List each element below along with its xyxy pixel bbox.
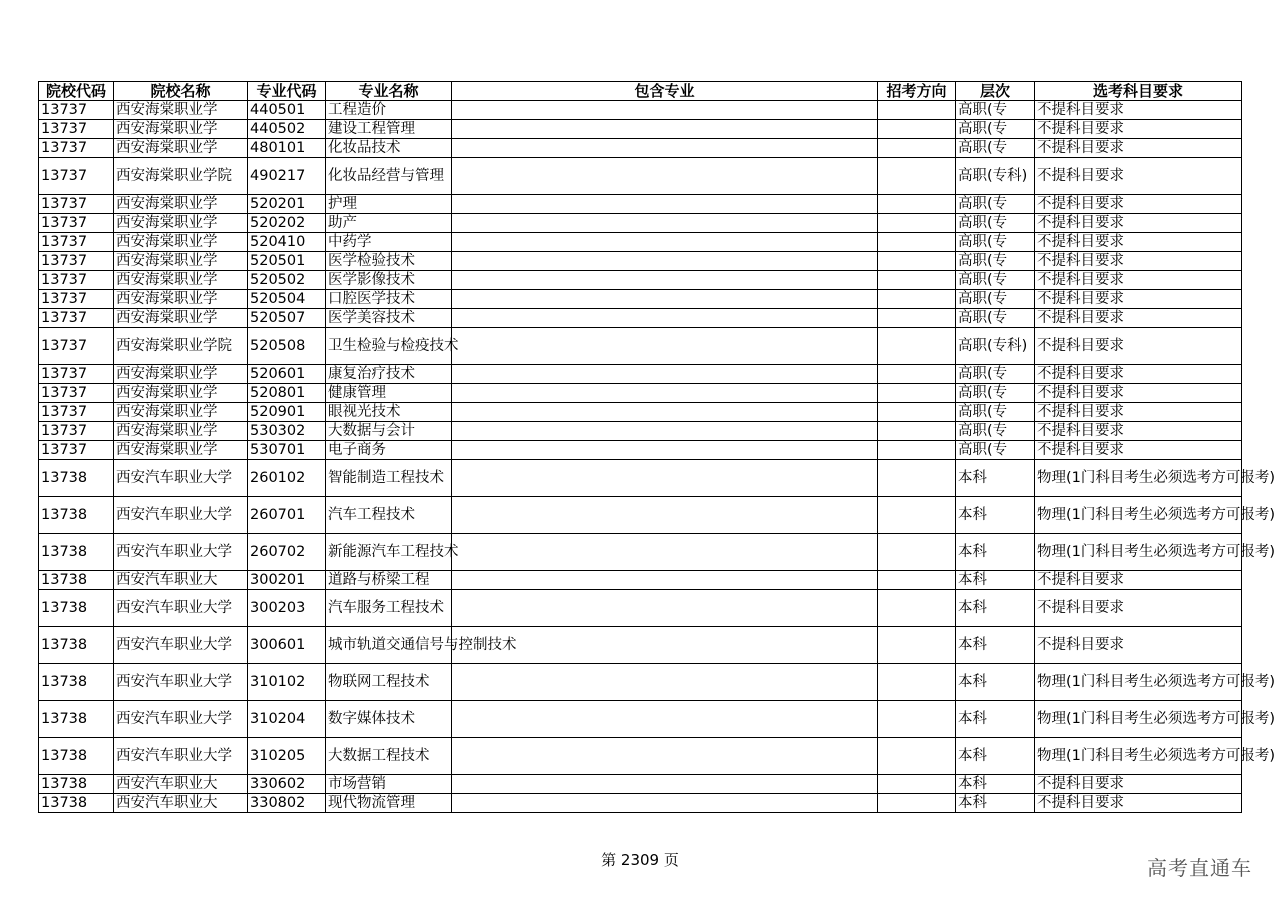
table-row [39, 139, 1242, 158]
cell-school-name: 西安海棠职业学 [114, 384, 248, 403]
cell-included-majors [452, 701, 878, 738]
cell-major-name: 护理 [326, 195, 452, 214]
cell-direction [878, 271, 956, 290]
header-included-majors: 包含专业 [452, 82, 878, 101]
cell-direction [878, 627, 956, 664]
cell-major-code: 520504 [248, 290, 326, 309]
cell-direction [878, 534, 956, 571]
cell-major-name: 建设工程管理 [326, 120, 452, 139]
cell-major-code: 310204 [248, 701, 326, 738]
cell-school-code: 13738 [39, 794, 114, 813]
cell-included-majors [452, 233, 878, 252]
cell-school-name: 西安海棠职业学 [114, 252, 248, 271]
header-subject-requirement: 选考科目要求 [1035, 82, 1242, 101]
cell-direction [878, 590, 956, 627]
cell-direction [878, 701, 956, 738]
cell-subject-requirement: 物理(1门科目考生必须选考方可报考) [1035, 534, 1242, 571]
cell-major-code: 520201 [248, 195, 326, 214]
cell-school-code: 13737 [39, 139, 114, 158]
cell-level: 高职(专 [956, 309, 1035, 328]
cell-school-name: 西安海棠职业学院 [114, 328, 248, 365]
cell-major-name: 眼视光技术 [326, 403, 452, 422]
cell-major-name: 现代物流管理 [326, 794, 452, 813]
cell-major-name: 工程造价 [326, 101, 452, 120]
cell-major-name: 化妆品经营与管理 [326, 158, 452, 195]
cell-school-name: 西安海棠职业学 [114, 214, 248, 233]
cell-major-code: 300601 [248, 627, 326, 664]
cell-school-code: 13737 [39, 441, 114, 460]
cell-subject-requirement: 不提科目要求 [1035, 422, 1242, 441]
cell-major-code: 520410 [248, 233, 326, 252]
cell-included-majors [452, 101, 878, 120]
table-row [39, 422, 1242, 441]
cell-major-code: 310102 [248, 664, 326, 701]
cell-direction [878, 460, 956, 497]
cell-direction [878, 775, 956, 794]
cell-school-name: 西安海棠职业学院 [114, 158, 248, 195]
cell-major-code: 520502 [248, 271, 326, 290]
cell-school-code: 13737 [39, 403, 114, 422]
cell-school-code: 13737 [39, 271, 114, 290]
cell-direction [878, 664, 956, 701]
cell-subject-requirement: 不提科目要求 [1035, 309, 1242, 328]
cell-major-code: 520901 [248, 403, 326, 422]
header-school-code: 院校代码 [39, 82, 114, 101]
cell-subject-requirement: 不提科目要求 [1035, 365, 1242, 384]
cell-level: 本科 [956, 664, 1035, 701]
cell-level: 本科 [956, 701, 1035, 738]
cell-major-name: 汽车工程技术 [326, 497, 452, 534]
cell-school-name: 西安海棠职业学 [114, 120, 248, 139]
cell-major-name: 卫生检验与检疫技术 [326, 328, 452, 365]
cell-subject-requirement: 不提科目要求 [1035, 384, 1242, 403]
cell-level: 高职(专 [956, 139, 1035, 158]
cell-school-name: 西安汽车职业大 [114, 571, 248, 590]
cell-direction [878, 252, 956, 271]
cell-major-code: 330602 [248, 775, 326, 794]
cell-school-name: 西安汽车职业大学 [114, 460, 248, 497]
cell-school-name: 西安海棠职业学 [114, 101, 248, 120]
cell-school-code: 13738 [39, 738, 114, 775]
cell-included-majors [452, 158, 878, 195]
cell-major-name: 大数据与会计 [326, 422, 452, 441]
cell-level: 本科 [956, 460, 1035, 497]
cell-subject-requirement: 物理(1门科目考生必须选考方可报考) [1035, 497, 1242, 534]
cell-school-code: 13738 [39, 534, 114, 571]
cell-included-majors [452, 214, 878, 233]
cell-major-code: 480101 [248, 139, 326, 158]
cell-included-majors [452, 664, 878, 701]
page-number: 第 2309 页 [601, 851, 679, 869]
cell-school-name: 西安汽车职业大学 [114, 534, 248, 571]
table-row [39, 664, 1242, 701]
cell-school-name: 西安汽车职业大学 [114, 627, 248, 664]
cell-subject-requirement: 不提科目要求 [1035, 590, 1242, 627]
cell-direction [878, 139, 956, 158]
cell-direction [878, 309, 956, 328]
cell-level: 高职(专 [956, 422, 1035, 441]
cell-school-code: 13737 [39, 384, 114, 403]
cell-school-code: 13738 [39, 571, 114, 590]
cell-direction [878, 290, 956, 309]
cell-school-name: 西安海棠职业学 [114, 233, 248, 252]
cell-level: 高职(专 [956, 195, 1035, 214]
cell-school-name: 西安海棠职业学 [114, 290, 248, 309]
cell-school-code: 13737 [39, 120, 114, 139]
cell-school-name: 西安汽车职业大学 [114, 664, 248, 701]
cell-school-name: 西安海棠职业学 [114, 403, 248, 422]
cell-subject-requirement: 不提科目要求 [1035, 195, 1242, 214]
cell-major-code: 440501 [248, 101, 326, 120]
table-row [39, 571, 1242, 590]
cell-major-name: 物联网工程技术 [326, 664, 452, 701]
cell-level: 本科 [956, 590, 1035, 627]
table-row [39, 195, 1242, 214]
cell-level: 高职(专 [956, 101, 1035, 120]
cell-direction [878, 233, 956, 252]
table-row [39, 701, 1242, 738]
cell-level: 高职(专 [956, 271, 1035, 290]
table-row [39, 271, 1242, 290]
cell-direction [878, 422, 956, 441]
cell-subject-requirement: 不提科目要求 [1035, 271, 1242, 290]
cell-major-code: 260102 [248, 460, 326, 497]
cell-school-code: 13737 [39, 158, 114, 195]
cell-level: 本科 [956, 497, 1035, 534]
cell-direction [878, 120, 956, 139]
cell-level: 高职(专 [956, 441, 1035, 460]
cell-major-name: 中药学 [326, 233, 452, 252]
cell-level: 高职(专 [956, 214, 1035, 233]
cell-subject-requirement: 不提科目要求 [1035, 571, 1242, 590]
table-row [39, 403, 1242, 422]
cell-school-code: 13738 [39, 775, 114, 794]
cell-level: 高职(专 [956, 403, 1035, 422]
cell-major-code: 530701 [248, 441, 326, 460]
cell-included-majors [452, 120, 878, 139]
cell-included-majors [452, 195, 878, 214]
cell-major-name: 大数据工程技术 [326, 738, 452, 775]
cell-included-majors [452, 139, 878, 158]
cell-school-code: 13737 [39, 252, 114, 271]
cell-school-code: 13738 [39, 590, 114, 627]
header-major-code: 专业代码 [248, 82, 326, 101]
cell-direction [878, 214, 956, 233]
cell-major-name: 道路与桥梁工程 [326, 571, 452, 590]
cell-school-name: 西安海棠职业学 [114, 139, 248, 158]
cell-included-majors [452, 794, 878, 813]
cell-included-majors [452, 403, 878, 422]
cell-school-name: 西安海棠职业学 [114, 271, 248, 290]
cell-included-majors [452, 775, 878, 794]
cell-direction [878, 328, 956, 365]
table-row [39, 627, 1242, 664]
cell-school-code: 13737 [39, 328, 114, 365]
cell-school-name: 西安汽车职业大学 [114, 497, 248, 534]
cell-major-name: 医学美容技术 [326, 309, 452, 328]
cell-level: 高职(专 [956, 233, 1035, 252]
cell-level: 高职(专 [956, 290, 1035, 309]
cell-subject-requirement: 不提科目要求 [1035, 794, 1242, 813]
header-school-name: 院校名称 [114, 82, 248, 101]
header-level: 层次 [956, 82, 1035, 101]
table-row [39, 497, 1242, 534]
cell-included-majors [452, 252, 878, 271]
header-row [39, 82, 1242, 101]
cell-major-code: 330802 [248, 794, 326, 813]
table-row [39, 214, 1242, 233]
cell-direction [878, 497, 956, 534]
cell-school-code: 13738 [39, 460, 114, 497]
cell-level: 本科 [956, 627, 1035, 664]
cell-level: 高职(专科) [956, 158, 1035, 195]
cell-school-code: 13738 [39, 664, 114, 701]
cell-school-code: 13737 [39, 290, 114, 309]
cell-subject-requirement: 物理(1门科目考生必须选考方可报考) [1035, 738, 1242, 775]
cell-school-name: 西安汽车职业大学 [114, 701, 248, 738]
cell-major-code: 530302 [248, 422, 326, 441]
cell-included-majors [452, 309, 878, 328]
cell-included-majors [452, 365, 878, 384]
cell-subject-requirement: 物理(1门科目考生必须选考方可报考) [1035, 701, 1242, 738]
cell-major-name: 健康管理 [326, 384, 452, 403]
cell-included-majors [452, 422, 878, 441]
cell-included-majors [452, 571, 878, 590]
cell-direction [878, 403, 956, 422]
cell-school-code: 13737 [39, 195, 114, 214]
header-direction: 招考方向 [878, 82, 956, 101]
cell-direction [878, 441, 956, 460]
cell-major-name: 医学检验技术 [326, 252, 452, 271]
cell-major-name: 新能源汽车工程技术 [326, 534, 452, 571]
table-row [39, 309, 1242, 328]
cell-included-majors [452, 738, 878, 775]
cell-included-majors [452, 590, 878, 627]
cell-major-code: 310205 [248, 738, 326, 775]
cell-school-name: 西安海棠职业学 [114, 441, 248, 460]
cell-major-name: 智能制造工程技术 [326, 460, 452, 497]
cell-subject-requirement: 不提科目要求 [1035, 158, 1242, 195]
cell-direction [878, 738, 956, 775]
cell-subject-requirement: 不提科目要求 [1035, 214, 1242, 233]
cell-major-code: 260702 [248, 534, 326, 571]
cell-level: 高职(专 [956, 384, 1035, 403]
cell-subject-requirement: 不提科目要求 [1035, 139, 1242, 158]
cell-school-code: 13737 [39, 101, 114, 120]
cell-level: 本科 [956, 571, 1035, 590]
cell-included-majors [452, 441, 878, 460]
cell-school-code: 13737 [39, 365, 114, 384]
cell-major-name: 康复治疗技术 [326, 365, 452, 384]
cell-major-code: 520202 [248, 214, 326, 233]
admissions-table [38, 81, 1276, 813]
cell-school-code: 13737 [39, 233, 114, 252]
table-row [39, 233, 1242, 252]
cell-subject-requirement: 不提科目要求 [1035, 120, 1242, 139]
cell-direction [878, 794, 956, 813]
cell-major-code: 520601 [248, 365, 326, 384]
cell-direction [878, 195, 956, 214]
cell-level: 本科 [956, 794, 1035, 813]
cell-included-majors [452, 497, 878, 534]
table-body [39, 101, 1276, 813]
cell-subject-requirement: 不提科目要求 [1035, 441, 1242, 460]
cell-school-name: 西安海棠职业学 [114, 365, 248, 384]
table-row [39, 328, 1242, 365]
cell-direction [878, 365, 956, 384]
cell-subject-requirement: 不提科目要求 [1035, 290, 1242, 309]
cell-level: 本科 [956, 775, 1035, 794]
cell-school-code: 13737 [39, 309, 114, 328]
cell-major-code: 520508 [248, 328, 326, 365]
cell-subject-requirement: 不提科目要求 [1035, 328, 1242, 365]
cell-level: 高职(专 [956, 120, 1035, 139]
cell-subject-requirement: 不提科目要求 [1035, 101, 1242, 120]
cell-school-code: 13737 [39, 214, 114, 233]
cell-included-majors [452, 290, 878, 309]
cell-subject-requirement: 物理(1门科目考生必须选考方可报考) [1035, 460, 1242, 497]
table-row [39, 794, 1242, 813]
cell-school-name: 西安汽车职业大 [114, 775, 248, 794]
table-row [39, 252, 1242, 271]
cell-direction [878, 571, 956, 590]
table-row [39, 534, 1242, 571]
cell-school-name: 西安汽车职业大 [114, 794, 248, 813]
table-row [39, 290, 1242, 309]
cell-subject-requirement: 不提科目要求 [1035, 775, 1242, 794]
cell-included-majors [452, 328, 878, 365]
table-row [39, 590, 1242, 627]
cell-level: 高职(专 [956, 252, 1035, 271]
cell-major-code: 440502 [248, 120, 326, 139]
cell-level: 高职(专科) [956, 328, 1035, 365]
cell-major-name: 城市轨道交通信号与控制技术 [326, 627, 452, 664]
header-major-name: 专业名称 [326, 82, 452, 101]
table-row [39, 384, 1242, 403]
cell-direction [878, 158, 956, 195]
cell-subject-requirement: 不提科目要求 [1035, 233, 1242, 252]
cell-major-name: 汽车服务工程技术 [326, 590, 452, 627]
cell-subject-requirement: 不提科目要求 [1035, 627, 1242, 664]
cell-subject-requirement: 不提科目要求 [1035, 252, 1242, 271]
cell-major-name: 化妆品技术 [326, 139, 452, 158]
cell-school-name: 西安汽车职业大学 [114, 590, 248, 627]
table-row [39, 365, 1242, 384]
cell-major-code: 300203 [248, 590, 326, 627]
cell-school-code: 13738 [39, 497, 114, 534]
table-row [39, 120, 1242, 139]
cell-direction [878, 101, 956, 120]
cell-school-code: 13738 [39, 627, 114, 664]
cell-major-name: 电子商务 [326, 441, 452, 460]
cell-included-majors [452, 271, 878, 290]
cell-major-code: 520801 [248, 384, 326, 403]
cell-included-majors [452, 460, 878, 497]
cell-school-name: 西安海棠职业学 [114, 309, 248, 328]
cell-major-code: 520501 [248, 252, 326, 271]
cell-level: 高职(专 [956, 365, 1035, 384]
cell-major-name: 助产 [326, 214, 452, 233]
cell-major-code: 300201 [248, 571, 326, 590]
cell-school-name: 西安汽车职业大学 [114, 738, 248, 775]
cell-major-name: 数字媒体技术 [326, 701, 452, 738]
cell-included-majors [452, 384, 878, 403]
cell-level: 本科 [956, 738, 1035, 775]
watermark-logo: 高考直通车 [1147, 856, 1252, 880]
cell-school-name: 西安海棠职业学 [114, 422, 248, 441]
cell-major-code: 260701 [248, 497, 326, 534]
cell-included-majors [452, 534, 878, 571]
cell-major-code: 520507 [248, 309, 326, 328]
cell-major-name: 口腔医学技术 [326, 290, 452, 309]
cell-direction [878, 384, 956, 403]
table-row [39, 775, 1242, 794]
cell-major-name: 医学影像技术 [326, 271, 452, 290]
cell-school-code: 13738 [39, 701, 114, 738]
cell-school-code: 13737 [39, 422, 114, 441]
table-row [39, 101, 1242, 120]
cell-subject-requirement: 物理(1门科目考生必须选考方可报考) [1035, 664, 1242, 701]
cell-major-code: 490217 [248, 158, 326, 195]
table-row [39, 158, 1242, 195]
table-row [39, 441, 1242, 460]
cell-major-name: 市场营销 [326, 775, 452, 794]
cell-school-name: 西安海棠职业学 [114, 195, 248, 214]
cell-subject-requirement: 不提科目要求 [1035, 403, 1242, 422]
table-row [39, 460, 1242, 497]
table-row [39, 738, 1242, 775]
cell-level: 本科 [956, 534, 1035, 571]
